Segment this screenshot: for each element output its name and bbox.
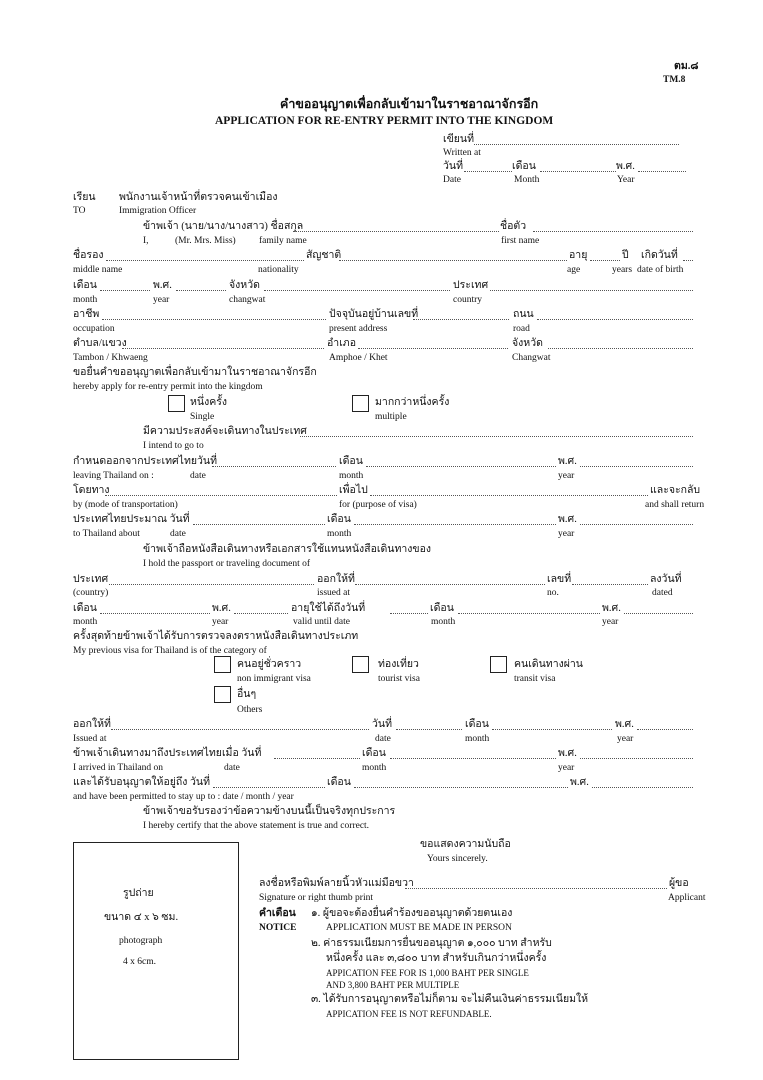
visa-year-label-en: year: [617, 734, 634, 744]
single-entry-checkbox[interactable]: [168, 395, 185, 412]
changwat-label-th: จังหวัด: [512, 338, 543, 349]
birth-changwat-field[interactable]: [264, 280, 450, 291]
nationality-field[interactable]: [339, 250, 567, 261]
arrived-month-label-th: เดือน: [362, 748, 386, 759]
non-immigrant-label-en: non immigrant visa: [237, 674, 311, 684]
middle-name-label-en: middle name: [73, 265, 123, 275]
transit-visa-checkbox[interactable]: [490, 656, 507, 673]
title-en: APPLICATION FOR RE-ENTRY PERMIT INTO THE KINGDOM: [215, 115, 554, 127]
family-name-field[interactable]: [293, 221, 499, 232]
issue-month-label-th: เดือน: [73, 603, 97, 614]
arrived-year-field[interactable]: [580, 748, 693, 759]
leaving-label-en: leaving Thailand on :: [73, 471, 154, 481]
arrived-date-field[interactable]: [274, 748, 360, 759]
dob-day-field[interactable]: [683, 250, 693, 261]
transport-label-en: by (mode of transportation): [73, 500, 178, 510]
birth-country-field[interactable]: [490, 280, 693, 291]
issue-year-field[interactable]: [234, 603, 288, 614]
stay-month-field[interactable]: [354, 777, 568, 788]
dob-label-th: เกิดวันที่: [641, 250, 678, 261]
notice-2-th-a: ๒. ค่าธรรมเนียมการยื่นขออนุญาต ๑,๐๐๐ บาท สำหรับ: [311, 938, 552, 949]
passport-country-label-th: ประเทศ: [73, 574, 109, 585]
visa-month-label-th: เดือน: [465, 719, 489, 730]
return-year-label-th: พ.ศ.: [558, 514, 577, 525]
year-label-en: Year: [617, 175, 635, 185]
birth-year-label-en: year: [153, 295, 170, 305]
first-name-field[interactable]: [533, 221, 693, 232]
stay-date-field[interactable]: [213, 777, 325, 788]
road-field[interactable]: [537, 309, 693, 320]
road-label-en: road: [513, 324, 530, 334]
non-immigrant-visa-checkbox[interactable]: [214, 656, 231, 673]
valid-year-label-th: พ.ศ.: [602, 603, 621, 614]
applicant-label-th: ผู้ขอ: [669, 878, 689, 889]
age-label-en: age: [567, 265, 581, 275]
birth-year-field[interactable]: [176, 280, 226, 291]
other-visa-checkbox[interactable]: [214, 686, 231, 703]
amphoe-label-en: Amphoe / Khet: [329, 353, 388, 363]
certify-label-en: I hereby certify that the above statement is true and correct.: [143, 821, 370, 831]
visa-issued-field[interactable]: [111, 719, 369, 730]
visa-date-field[interactable]: [396, 719, 462, 730]
family-name-label-en: family name: [259, 236, 307, 246]
transport-label-th: โดยทาง: [73, 485, 110, 496]
return-month-label-en: month: [327, 529, 352, 539]
single-label-en: Single: [190, 412, 215, 422]
first-name-label-en: first name: [501, 236, 540, 246]
leaving-year-field[interactable]: [580, 456, 693, 467]
valid-month-label-en: month: [431, 617, 456, 627]
years-label-en: years: [612, 265, 633, 275]
apply-label-en: hereby apply for re-entry permit into the kingdom: [73, 382, 263, 392]
passport-dated-label-en: dated: [652, 588, 673, 598]
i-label: I,: [143, 236, 149, 246]
photo-size-en: 4 x 6cm.: [123, 957, 156, 967]
valid-year-field[interactable]: [624, 603, 693, 614]
passport-label-en: I hold the passport or traveling document of: [143, 559, 311, 569]
visa-date-label-th: วันที่: [372, 719, 392, 730]
photo-size-th: ขนาด ๔ x ๖ ซม.: [104, 912, 179, 923]
issue-year-label-th: พ.ศ.: [212, 603, 231, 614]
multiple-label-en: multiple: [375, 412, 407, 422]
return-month-field[interactable]: [354, 514, 556, 525]
single-label-th: หนึ่งครั้ง: [190, 397, 228, 408]
passport-no-field[interactable]: [572, 574, 648, 585]
valid-year-label-en: year: [602, 617, 619, 627]
amphoe-label-th: อำเภอ: [327, 338, 357, 349]
middle-name-label-th: ชื่อรอง: [73, 250, 104, 261]
passport-country-field[interactable]: [109, 574, 314, 585]
visa-year-label-th: พ.ศ.: [615, 719, 634, 730]
stay-label-th: และได้รับอนุญาตให้อยู่ถึง วันที่: [73, 777, 211, 788]
passport-issued-field[interactable]: [355, 574, 545, 585]
return-date-field[interactable]: [193, 514, 325, 525]
birth-changwat-label-th: จังหวัด: [229, 280, 260, 291]
arrived-year-label-en: year: [558, 763, 575, 773]
year-label-th: พ.ศ.: [616, 161, 635, 172]
age-field[interactable]: [590, 250, 620, 261]
middle-name-field[interactable]: [106, 250, 304, 261]
address-field[interactable]: [413, 309, 509, 320]
other-label-th: อื่นๆ: [237, 689, 257, 700]
purpose-label-th: เพื่อไป: [339, 485, 368, 496]
return-label-th: และจะกลับ: [650, 485, 701, 496]
amphoe-field[interactable]: [358, 338, 508, 349]
visa-issued-label-th: ออกให้ที่: [73, 719, 111, 730]
destination-field[interactable]: [300, 426, 693, 437]
birth-country-label-en: country: [453, 295, 483, 305]
form-code-en: TM.8: [663, 75, 686, 85]
valid-until-date-field[interactable]: [390, 603, 428, 614]
month-label-en: Month: [514, 175, 540, 185]
return-about-label-en: to Thailand about: [73, 529, 140, 539]
notice-label-en: NOTICE: [259, 923, 297, 933]
notice-3-en: APPICATION FEE IS NOT REFUNDABLE.: [326, 1009, 492, 1019]
leaving-month-label-th: เดือน: [339, 456, 363, 467]
apply-label-th: ขอยื่นคำขออนุญาตเพื่อกลับเข้ามาในราชอาณาจักรอีก: [73, 367, 317, 378]
occupation-label-th: อาชีพ: [73, 309, 100, 320]
purpose-label-en: for (purpose of visa): [339, 500, 417, 510]
years-label-th: ปี: [622, 250, 629, 261]
valid-until-label-en: valid until date: [293, 617, 350, 627]
sincerely-en: Yours sincerely.: [427, 854, 488, 864]
leaving-month-label-en: month: [339, 471, 364, 481]
tambon-field[interactable]: [122, 338, 324, 349]
purpose-field[interactable]: [370, 485, 648, 496]
passport-country-label-en: (country): [73, 588, 109, 598]
signature-label-en: Signature or right thumb print: [259, 893, 373, 903]
notice-2-en-b: AND 3,800 BAHT PER MULTIPLE: [326, 980, 460, 990]
other-label-en: Others: [237, 705, 263, 715]
occupation-field[interactable]: [102, 309, 326, 320]
arrived-label-th: ข้าพเจ้าเดินทางมาถึงประเทศไทยเมื่อ วันที่: [73, 748, 262, 759]
arrived-month-field[interactable]: [390, 748, 556, 759]
title-th: คำขออนุญาตเพื่อกลับเข้ามาในราชอาณาจักรอีก: [280, 97, 539, 111]
changwat-field[interactable]: [548, 338, 693, 349]
name-label-th: ข้าพเจ้า (นาย/นาง/นางสาว) ชื่อสกุล: [143, 221, 304, 232]
birth-month-label-th: เดือน: [73, 280, 97, 291]
return-year-label-en: year: [558, 529, 575, 539]
leaving-label-th: กำหนดออกจากประเทศไทยวันที่: [73, 456, 218, 467]
stay-year-label-th: พ.ศ.: [570, 777, 589, 788]
notice-1-th: ๑. ผู้ขอจะต้องยื่นคำร้องขออนุญาตด้วยตนเอง: [311, 908, 513, 919]
changwat-label-en: Changwat: [512, 353, 551, 363]
officer-en: Immigration Officer: [119, 206, 197, 216]
passport-issued-label-en: issued at: [317, 588, 350, 598]
date-year-field[interactable]: [638, 161, 686, 172]
sincerely-th: ขอแสดงความนับถือ: [420, 839, 511, 850]
to-label-en: TO: [73, 206, 86, 216]
notice-label-th: คำเตือน: [259, 908, 296, 919]
leaving-month-field[interactable]: [366, 456, 556, 467]
notice-1-en: APPLICATION MUST BE MADE IN PERSON: [326, 923, 512, 933]
passport-no-label-th: เลขที่: [547, 574, 572, 585]
return-about-label-th: ประเทศไทยประมาณ วันที่: [73, 514, 190, 525]
visa-month-label-en: month: [465, 734, 490, 744]
return-date-label-en: date: [170, 529, 186, 539]
valid-month-field[interactable]: [458, 603, 600, 614]
tambon-label-th: ตำบล/แขวง: [73, 338, 127, 349]
to-label-th: เรียน: [73, 192, 96, 203]
notice-2-en-a: APPICATION FEE FOR IS 1,000 BAHT PER SINGLE: [326, 968, 529, 978]
valid-until-label-th: อายุใช้ได้ถึงวันที่: [291, 603, 366, 614]
birth-month-field[interactable]: [100, 280, 150, 291]
arrived-label-en: I arrived in Thailand on: [73, 763, 164, 773]
birth-country-label-th: ประเทศ: [453, 280, 489, 291]
issue-month-field[interactable]: [100, 603, 210, 614]
multiple-label-th: มากกว่าหนึ่งครั้ง: [375, 397, 450, 408]
certify-label-th: ข้าพเจ้าขอรับรองว่าข้อความข้างบนนี้เป็นจริงทุกประการ: [143, 806, 396, 817]
age-label-th: อายุ: [569, 250, 588, 261]
tourist-label-en: tourist visa: [378, 674, 420, 684]
address-label-th: ปัจจุบันอยู่บ้านเลขที่: [329, 309, 419, 320]
date-month-field[interactable]: [540, 161, 616, 172]
date-label-en: Date: [443, 175, 461, 185]
leaving-year-label-en: year: [558, 471, 575, 481]
intend-label-en: I intend to go to: [143, 441, 204, 451]
return-year-field[interactable]: [580, 514, 693, 525]
valid-month-label-th: เดือน: [430, 603, 454, 614]
notice-2-th-b: หนึ่งครั้ง และ ๓,๘๐๐ บาท สำหรับเกินกว่าหนึ่งครั้ง: [326, 953, 547, 964]
address-label-en: present address: [329, 324, 388, 334]
nationality-label-en: nationality: [258, 265, 299, 275]
form-code-th: ตม.๘: [674, 61, 699, 72]
visa-month-field[interactable]: [492, 719, 612, 730]
visa-year-field[interactable]: [637, 719, 693, 730]
visa-issued-label-en: Issued at: [73, 734, 107, 744]
issue-month-label-en: month: [73, 617, 98, 627]
non-immigrant-label-th: คนอยู่ชั่วคราว: [237, 659, 302, 670]
birth-changwat-label-en: changwat: [229, 295, 266, 305]
title-en-label: (Mr. Mrs. Miss): [175, 236, 236, 246]
applicant-label-en: Applicant: [668, 893, 706, 903]
passport-label-th: ข้าพเจ้าถือหนังสือเดินทางหรือเอกสารใช้แทนหนังสือเดินทางของ: [143, 544, 432, 555]
intend-label-th: มีความประสงค์จะเดินทางในประเทศ: [143, 426, 307, 437]
stay-month-label-th: เดือน: [327, 777, 351, 788]
passport-no-label-en: no.: [547, 588, 559, 598]
leaving-year-label-th: พ.ศ.: [558, 456, 577, 467]
signature-field[interactable]: [405, 878, 667, 889]
signature-label-th: ลงชื่อหรือพิมพ์ลายนิ้วหัวแม่มือขวา: [259, 878, 414, 889]
written-at-label-en: Written at: [443, 148, 481, 158]
written-at-field[interactable]: [474, 134, 679, 145]
visa-date-label-en: date: [375, 734, 391, 744]
prev-visa-label-th: ครั้งสุดท้ายข้าพเจ้าได้รับการตรวจลงตราหนังสือเดินทางประเภท: [73, 631, 359, 642]
passport-dated-label-th: ลงวันที่: [650, 574, 682, 585]
nationality-label-th: สัญชาติ: [306, 250, 342, 261]
birth-month-label-en: month: [73, 295, 98, 305]
stay-label-en: and have been permitted to stay up to : date / month / year: [73, 792, 294, 802]
arrived-date-label-en: date: [224, 763, 240, 773]
transport-field[interactable]: [105, 485, 337, 496]
return-label-en: and shall return: [645, 500, 705, 510]
issue-year-label-en: year: [212, 617, 229, 627]
return-month-label-th: เดือน: [327, 514, 351, 525]
written-at-label-th: เขียนที่: [443, 134, 475, 145]
date-day-field[interactable]: [464, 161, 512, 172]
stay-year-field[interactable]: [592, 777, 693, 788]
date-label-th: วันที่: [443, 161, 463, 172]
photo-box[interactable]: [73, 842, 239, 1060]
tambon-label-en: Tambon / Khwaeng: [73, 353, 148, 363]
birth-year-label-th: พ.ศ.: [153, 280, 172, 291]
occupation-label-en: occupation: [73, 324, 115, 334]
leaving-date-field[interactable]: [212, 456, 336, 467]
transit-label-th: คนเดินทางผ่าน: [514, 659, 583, 670]
leaving-date-label-en: date: [190, 471, 206, 481]
prev-visa-label-en: My previous visa for Thailand is of the category of: [73, 646, 267, 656]
tourist-label-th: ท่องเที่ยว: [378, 659, 419, 670]
photo-label-th: รูปถ่าย: [123, 888, 154, 899]
dob-label-en: date of birth: [637, 265, 684, 275]
transit-label-en: transit visa: [514, 674, 556, 684]
month-label-th: เดือน: [512, 161, 536, 172]
first-name-label-th: ชื่อตัว: [500, 221, 527, 232]
road-label-th: ถนน: [513, 309, 534, 320]
passport-issued-label-th: ออกให้ที่: [317, 574, 355, 585]
arrived-month-label-en: month: [362, 763, 387, 773]
photo-label-en: photograph: [119, 936, 163, 946]
officer-th: พนักงานเจ้าหน้าที่ตรวจคนเข้าเมือง: [119, 192, 278, 203]
arrived-year-label-th: พ.ศ.: [558, 748, 577, 759]
notice-3-th: ๓. ได้รับการอนุญาตหรือไม่ก็ตาม จะไม่คืนเงินค่าธรรมเนียมให้: [311, 994, 589, 1005]
tourist-visa-checkbox[interactable]: [352, 656, 369, 673]
multiple-entry-checkbox[interactable]: [352, 395, 369, 412]
